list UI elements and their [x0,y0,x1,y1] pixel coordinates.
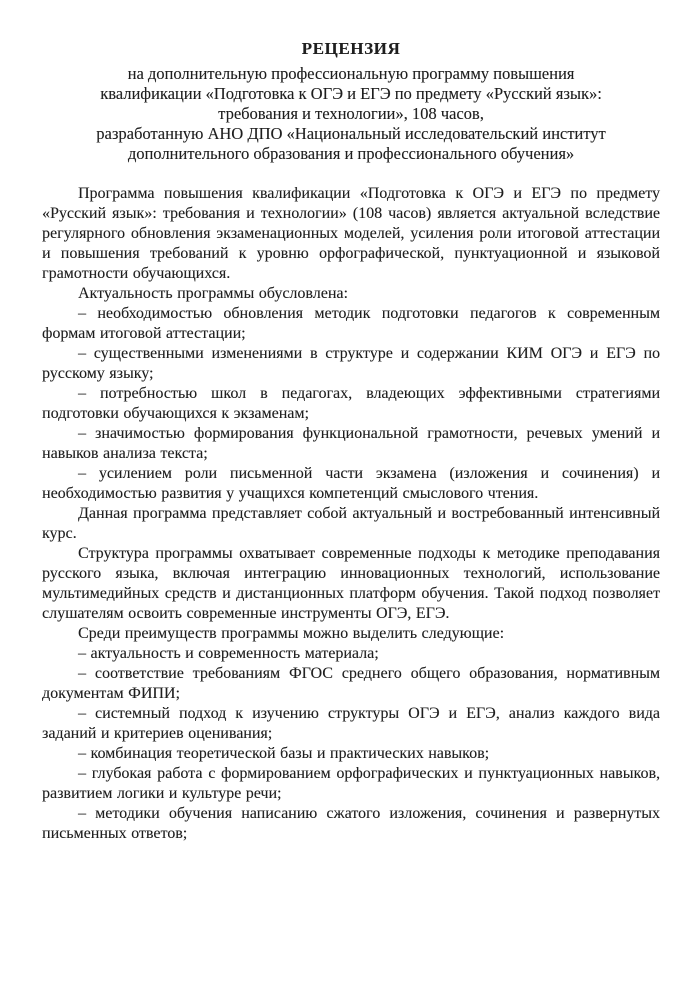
document-title: РЕЦЕНЗИЯ [301,39,401,58]
paragraph: – соответствие требованиям ФГОС среднего общего образования, нормативным документам ФИПИ; [42,665,660,702]
subtitle-line: на дополнительную профессиональную программу повышения [127,64,575,83]
subtitle-line: разработанную АНО ДПО «Национальный исследовательский институт [96,124,606,143]
document-body [42,184,660,844]
paragraph: – актуальность и современность материала; [78,645,379,662]
paragraph: – системный подход к изучению структуры ОГЭ и ЕГЭ, анализ каждого вида заданий и критериев оценивания; [42,705,660,742]
subtitle-line: дополнительного образования и профессионального обучения» [127,144,575,163]
paragraph: – усилением роли письменной части экзамена (изложения и сочинения) и необходимостью развития у учащихся компетенций смыслового чтения. [42,465,660,502]
paragraph: – глубокая работа с формированием орфографических и пунктуационных навыков, развитием логики и культуре речи; [42,765,660,802]
paragraph: Структура программы охватывает современные подходы к методике преподавания русского языка, включая интеграцию инновационных технологий, использование мультимедийных средств и дистанционных платформ обучения. Такой подход позволяет слушателям освоить современные инструменты ОГЭ, ЕГЭ. [42,545,660,622]
paragraph: – значимостью формирования функциональной грамотности, речевых умений и навыков анализа текста; [42,425,660,462]
paragraph: Программа повышения квалификации «Подготовка к ОГЭ и ЕГЭ по предмету «Русский язык»: требования и технологии» (108 часов) является актуальной вследствие регулярного обновления экзаменационных моделей, усиления роли итоговой аттестации и повышения требований к уровню орфографической, пунктуационной и языковой грамотности обучающихся. [42,185,660,282]
document-subtitle [42,64,660,164]
paragraph: – методики обучения написанию сжатого изложения, сочинения и развернутых письменных ответов; [42,805,660,842]
paragraph: Среди преимуществ программы можно выделить следующие: [78,625,505,642]
paragraph: – потребностью школ в педагогах, владеющих эффективными стратегиями подготовки обучающихся к экзаменам; [42,385,660,422]
paragraph: – комбинация теоретической базы и практических навыков; [78,745,490,762]
subtitle-line: требования и технологии», 108 часов, [218,104,484,123]
paragraph: Данная программа представляет собой актуальный и востребованный интенсивный курс. [42,505,660,542]
paragraph: Актуальность программы обусловлена: [78,285,348,302]
paragraph: – необходимостью обновления методик подготовки педагогов к современным формам итоговой аттестации; [42,305,660,342]
paragraph: – существенными изменениями в структуре и содержании КИМ ОГЭ и ЕГЭ по русскому языку; [42,345,660,382]
subtitle-line: квалификации «Подготовка к ОГЭ и ЕГЭ по предмету «Русский язык»: [100,84,602,103]
